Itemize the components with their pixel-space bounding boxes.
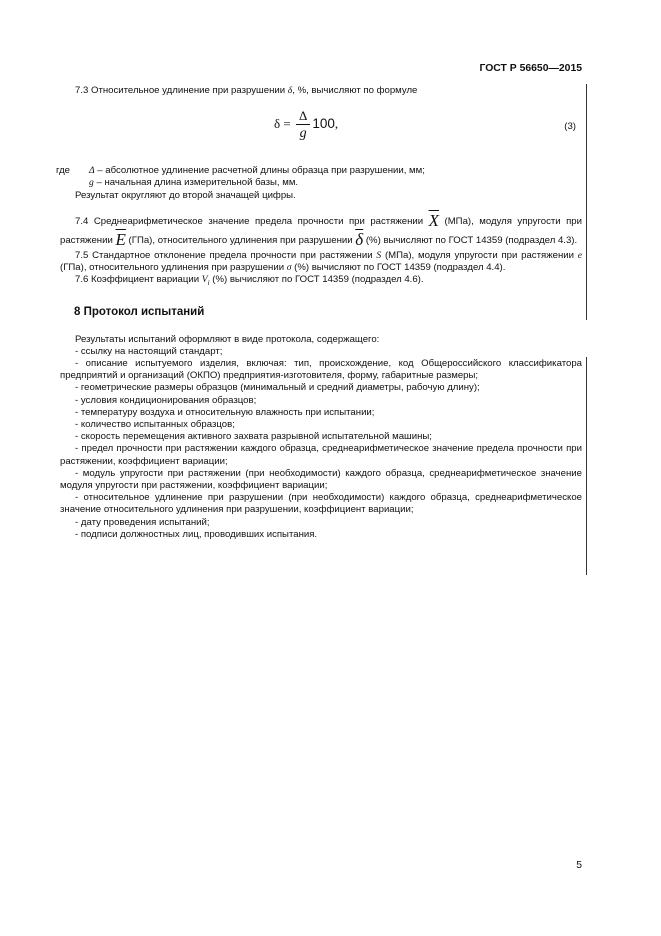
para-7-3-intro: 7.3 Относительное удлинение при разрушении δ, %, вычисляют по формуле [75,85,418,96]
list-item: - описание испытуемого изделия, включая: тип, происхождение, код Общероссийского классификатора предприятий и организаций (ОКПО) предприятия-изготовителя, форму, габаритные размеры; [60,357,582,382]
list-item: - количество испытанных образцов; [75,418,235,430]
formula-number: (3) [564,121,576,133]
revision-bar-top [586,84,587,320]
para-rounding: Результат округляют до второй значащей цифры. [75,189,296,201]
para-7-6: 7.6 Коэффициент вариации $V_i$ (%) вычисляют по ГОСТ 14359 (подраздел 4.6). [75,274,424,288]
main-content [56,85,583,541]
where-word: где [56,165,71,177]
protocol-items-list [60,346,582,541]
formula-denominator: g [299,126,307,142]
page-number: 5 [576,860,582,871]
section-8-title: 8 Протокол испытаний [74,306,205,319]
definition-delta: Δ – абсолютное удлинение расчетной длины образца при разрушении, мм; [89,165,425,177]
revision-bar-bottom [586,357,587,575]
formula-fraction [296,107,310,143]
list-item: - температуру воздуха и относительную влажность при испытании; [75,406,375,418]
formula-lhs: δ = [274,116,291,132]
formula-numerator: Δ [296,107,310,125]
list-item: - скорость перемещения активного захвата разрывной испытательной машины; [75,431,432,443]
section-8-intro: Результаты испытаний оформляют в виде протокола, содержащего: [75,333,380,345]
list-item: - относительное удлинение при разрушении (при необходимости) каждого образца, среднеарифметическое значение относительного удлинения при разрушении, коэффициент вариации; [60,492,582,516]
formula-3 [60,97,582,161]
list-item: - модуль упругости при растяжении (при необходимости) каждого образца, среднеарифметическое значение модуля упругости при растяжении, коэффициент вариации; [60,467,582,491]
list-item: - предел прочности при растяжении каждого образца, среднеарифметическое значение предела прочности при растяжении, коэффициент вариации; [60,443,582,467]
definition-g: g – начальная длина измерительной базы, мм. [89,177,299,189]
para-7-5: 7.5 Стандартное отклонение предела прочности при растяжении S (МПа), модуля упругости при растяжении e (ГПа), относительного удлинения при разрушении σ (%) вычисляют по ГОСТ 14359 (подраздел 4.4). [60,249,583,274]
list-item: - ссылку на настоящий стандарт; [75,345,223,357]
list-item: - условия кондиционирования образцов; [75,394,257,406]
para-7-4: 7.4 Среднеарифметическое значение предела прочности при растяжении $\overline{X}$ (МПа), модуля упругости при растяжении $\overline{E}$ (ГПа), относительного удлинения при разрушении $\overline{\delta}$ (%) вычисляют по ГОСТ 14359 (подраздел 4.3). [60,210,582,250]
formula-definitions [56,165,582,189]
formula-expression [274,107,338,143]
formula-tail: , [334,116,339,132]
formula-factor: 100 [312,116,335,132]
list-item: - подписи должностных лиц, проводивших испытания. [75,528,318,540]
list-item: - дату проведения испытаний; [75,516,210,528]
list-item: - геометрические размеры образцов (минимальный и средний диаметры, рабочую длину); [75,382,480,394]
doc-header: ГОСТ Р 56650—2015 [479,63,582,74]
